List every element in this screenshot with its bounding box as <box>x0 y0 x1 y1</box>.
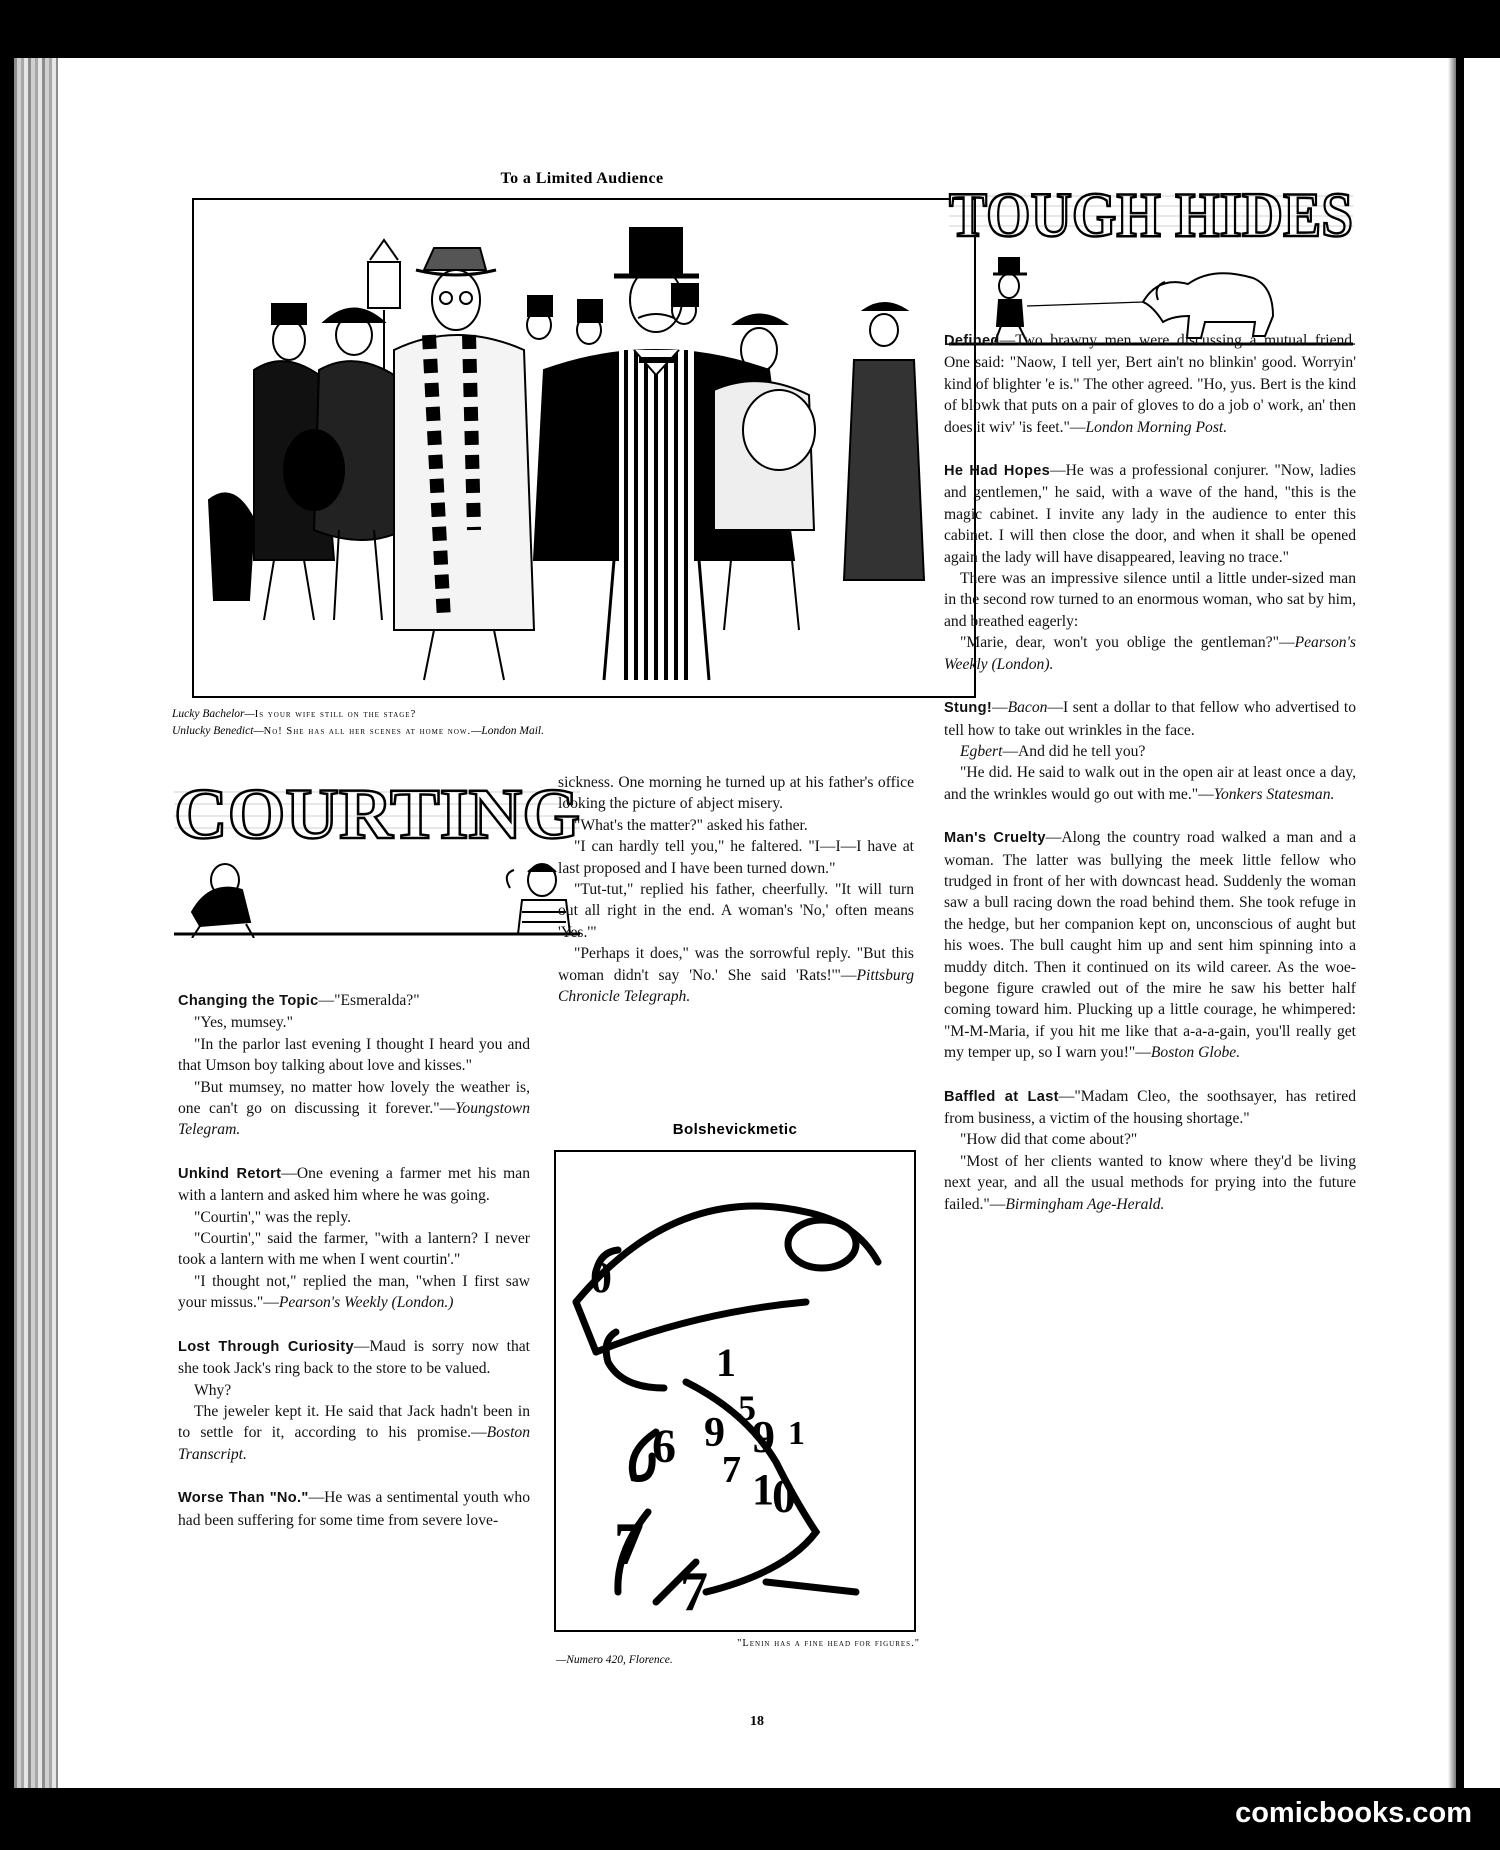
article-title: Lost Through Curiosity <box>178 1338 354 1355</box>
svg-text:7: 7 <box>722 1449 741 1491</box>
speaker: Egbert <box>960 742 1003 760</box>
article-text: "In the parlor last evening I thought I heard you and that Umson boy talking about love and kisses." <box>178 1035 530 1075</box>
courting-title: COURTING <box>174 774 580 854</box>
article-text: I sent a dollar to that fellow who advertised to tell how to take out wrinkles in the face. <box>944 699 1356 739</box>
page-number: 18 <box>750 1714 764 1729</box>
caption-speaker: Lucky Bachelor <box>172 708 245 720</box>
article-source: Birmingham Age-Herald. <box>1005 1195 1165 1213</box>
article-text: "Perhaps it does," was the sorrowful reply. "But this woman didn't say 'No.' She said 'Rats!'" <box>558 945 914 984</box>
article-title: Stung! <box>944 700 992 717</box>
courting-heading <box>170 762 586 938</box>
bolshevik-title: Bolshevickmetic <box>672 1121 798 1138</box>
site-watermark: comicbooks.com <box>1235 1797 1472 1829</box>
article-source: Yonkers Statesman. <box>1213 785 1335 803</box>
svg-text:9: 9 <box>752 1411 775 1462</box>
courting-art <box>170 762 586 938</box>
article-text: "Tut-tut," replied his father, cheerfully. "It will turn out all right in the end. A woman's 'No,' often means 'Yes.'" <box>558 881 914 941</box>
caption-text: No! She has all her scenes at home now. <box>263 726 472 737</box>
article-text: "I can hardly tell you," he faltered. "I—I—I have at last proposed and I have been turned down." <box>558 838 914 877</box>
tough-hides-title: TOUGH HIDES <box>949 179 1353 250</box>
article-title: He Had Hopes <box>944 463 1051 480</box>
svg-text:0: 0 <box>772 1470 796 1523</box>
article-text: The jeweler kept it. He said that Jack hadn't been in to settle for it, according to his promise. <box>178 1402 530 1442</box>
svg-text:7: 7 <box>680 1561 708 1623</box>
top-cartoon-caption: Lucky Bachelor—Is your wife still on the stage? Unlucky Benedict—No! She has all her scenes at home now.—London Mail. <box>172 708 545 737</box>
article-text: He was a sentimental youth who had been suffering for some time from severe love- <box>178 1489 531 1529</box>
facing-page-edge <box>1464 58 1500 1788</box>
svg-text:6: 6 <box>652 1420 676 1473</box>
article-source: Pearson's Weekly (London.) <box>278 1294 454 1312</box>
article-title: Baffled at Last <box>944 1088 1059 1105</box>
caption-text: Is your wife still on the stage? <box>254 709 417 720</box>
article-text: Two brawny men were discussing a mutual friend. One said: "Naow, I tell yer, Bert ain't no blinkin' good. Worryin' kind of blighter 'e is." The other agreed. "Ho, yus. Bert is the kind of blowk that puts on a pair of gloves to do a job o' work, an' then does it wiv' 'is feet." <box>944 332 1356 436</box>
svg-text:0: 0 <box>590 1253 612 1302</box>
article-title: Unkind Retort <box>178 1165 282 1182</box>
article-text: "He did. He said to walk out in the open air at least once a day, and the wrinkles would go out with me." <box>944 764 1356 803</box>
caption-text: "Lenin has a fine head for figures." <box>737 1638 920 1649</box>
svg-text:1: 1 <box>716 1340 736 1385</box>
caption-source: London Mail. <box>481 725 545 737</box>
speaker: Bacon <box>1007 699 1048 717</box>
caption-speaker: Unlucky Benedict <box>172 725 254 737</box>
article-text: "Most of her clients wanted to know where they'd be living next year, and all the usual methods for prying into the future failed." <box>944 1152 1356 1213</box>
article-text: "Marie, dear, won't you oblige the gentleman?" <box>960 634 1280 652</box>
article-text: "But mumsey, no matter how lovely the weather is, one can't go on discussing it forever." <box>178 1078 530 1118</box>
column-3: Defined—Two brawny men were discussing a mutual friend. One said: "Naow, I tell yer, Bert ain't no blinkin' good. Worryin' kind of blighter 'e is." The other agreed. "Ho, yus. Bert is the kind of blowk that puts on a pair of gloves to do a job o' work, an' then does it wiv' 'is feet."—London Morning Post. He Had Hopes—He was a professional conjurer. "Now, ladies and gentlemen," he said, with a wave of the hand, "this is the magic cabinet. I invite any lady in the audience to enter this cabinet. I will then close the door, and when it shall be opened again the lady will have disappeared, leaving no trace." There was an impressive silence until a little under-sized man in the second row turned to an enormous woman, who sat by him, and breathed eagerly: "Marie, dear, won't you oblige the gentleman?"—Pearson's Weekly (London). Stung!—Bacon—I sent a dollar to that fellow who advertised to tell how to take out wrinkles in the face. Egbert—And did he tell you? "He did. He said to walk out in the open air at least once a day, and the wrinkles would go out with me."—Yonkers Statesman. Man's Cruelty—Along the country road walked a man and a woman. The latter was bullying the meek little fellow who trudged in front of her with downcast head. Suddenly the woman saw a bull racing down the road behind them. She took refuge in the hedge, but her companion kept on, unconscious of aught but his woes. The bull caught him up and sent him spinning into a muddy ditch. Then it continued on its wild career. As the woe-begone figure crawled out of the mire he saw his better half coming toward him. Plucking up a little courage, he whimpered: "M-M-Maria, if you hit me like that a-a-a-gain, you'll really get my temper up, so I warn you!"—Boston Globe. Baffled at Last—"Madam Cleo, the soothsayer, has retired from business, a victim of the housing shortage." "How did that come about?" "Most of her clients wanted to know where they'd be living next year, and all the usual methods for prying into the future failed."—Birmingham Age-Herald. <box>944 332 1356 1213</box>
bolshevik-illustration <box>554 1150 916 1632</box>
caption-source: Numero 420, Florence. <box>566 1654 673 1666</box>
article-text: "What's the matter?" asked his father. <box>574 816 808 834</box>
column-2: sickness. One morning he turned up at his father's office looking the picture of abject misery. "What's the matter?" asked his father. "I can hardly tell you," he faltered. "I—I—I have at last proposed and I have been turned down." "Tut-tut," replied his father, cheerfully. "It will turn out all right in the end. A woman's 'No,' often means 'Yes.'" "Perhaps it does," was the sorrowful reply. "But this woman didn't say 'No.' She said 'Rats!'"—Pittsburg Chronicle Telegraph. <box>558 774 914 1006</box>
article-title: Man's Cruelty <box>944 830 1046 847</box>
tough-hides-art <box>943 166 1359 348</box>
spine-shadow <box>1448 58 1456 1788</box>
article-source: Boston Globe. <box>1150 1044 1241 1062</box>
top-cartoon-illustration <box>192 198 976 698</box>
article-title: Worse Than "No." <box>178 1490 309 1507</box>
article-source: Youngstown Telegram. <box>178 1100 530 1139</box>
article-text: "Esmeralda?" <box>334 992 420 1009</box>
article-text: "Courtin'," was the reply. <box>194 1208 352 1226</box>
article-text: Why? <box>194 1381 232 1399</box>
top-cartoon-title: To a Limited Audience <box>500 170 664 187</box>
street-crowd-drawing <box>194 200 974 696</box>
article-source: London Morning Post. <box>1085 418 1228 436</box>
svg-text:1: 1 <box>788 1415 805 1452</box>
article-text: sickness. One morning he turned up at his father's office looking the picture of abject misery. <box>558 774 914 813</box>
bolshevik-caption: "Lenin has a fine head for figures." —Numero 420, Florence. <box>548 1636 920 1668</box>
article-source: Pittsburg Chronicle Telegraph. <box>558 966 914 1006</box>
magazine-page <box>58 58 1456 1788</box>
article-text: "How did that come about?" <box>960 1131 1138 1149</box>
article-source: Pearson's Weekly (London). <box>944 634 1356 673</box>
article-title: Changing the Topic <box>178 993 319 1009</box>
article-text: Maud is sorry now that she took Jack's ring back to the store to be valued. <box>178 1337 530 1378</box>
article-text: "I thought not," replied the man, "when I first saw your missus." <box>178 1272 530 1312</box>
article-text: There was an impressive silence until a little under-sized man in the second row turned to an enormous woman, who sat by him, and breathed eagerly: <box>944 570 1356 630</box>
article-text: "Courtin'," said the farmer, "with a lantern? I never took a lantern with me when I went courtin'." <box>178 1230 530 1269</box>
article-text: He was a professional conjurer. "Now, ladies and gentlemen," he said, with a wave of the hand, "this is the magic cabinet. I invite any lady in the audience to enter this cabinet. I will then close the door, and when it shall be opened again the lady will have disappeared, leaving no trace." <box>944 462 1356 566</box>
column-1: Changing the Topic—"Esmeralda?" "Yes, mumsey." "In the parlor last evening I thought I heard you and that Umson boy talking about love and kisses." "But mumsey, no matter how lovely the weather is, one can't go on discussing it forever."—Youngstown Telegram. Unkind Retort—One evening a farmer met his man with a lantern and asked him where he was going. "Courtin'," was the reply. "Courtin'," said the farmer, "with a lantern? I never took a lantern with me when I went courtin'." "I thought not," replied the man, "when I first saw your missus."—Pearson's Weekly (London.) Lost Through Curiosity—Maud is sorry now that she took Jack's ring back to the store to be valued. Why? The jeweler kept it. He said that Jack hadn't been in to settle for it, according to his promise.—Boston Transcript. Worse Than "No."—He was a sentimental youth who had been suffering for some time from severe love- <box>178 992 531 1529</box>
article-title: Defined <box>944 333 1000 349</box>
article-text: "Yes, mumsey." <box>194 1014 293 1032</box>
article-text: One evening a farmer met his man with a lantern and asked him where he was going. <box>178 1164 530 1205</box>
tough-hides-heading <box>943 166 1359 348</box>
svg-text:9: 9 <box>704 1410 725 1456</box>
article-text: "Madam Cleo, the soothsayer, has retired from business, a victim of the housing shortage." <box>944 1087 1356 1127</box>
svg-text:5: 5 <box>738 1388 756 1428</box>
article-text: And did he tell you? <box>1018 742 1146 760</box>
article-text: Along the country road walked a man and a woman. The latter was bullying the meek little fellow who trudged in front of her with downcast head. Suddenly the woman saw a bull racing down the road behind them. She took refuge in the hedge, but her companion kept on, unconscious of aught but his woes. The bull caught him up and sent him spinning into a muddy ditch. Then it continued on its wild career. As the woe-begone figure crawled out of the mire he saw his better half coming toward him. Plucking up a little courage, he whimpered: "M-M-Maria, if you hit me like that a-a-a-gain, you'll really get my temper up, so I warn you!" <box>944 829 1356 1062</box>
article-source: Boston Transcript. <box>178 1424 530 1463</box>
svg-text:1: 1 <box>752 1465 774 1514</box>
book-binding-edge <box>14 58 58 1788</box>
number-face-drawing <box>556 1152 914 1630</box>
svg-text:7: 7 <box>614 1511 644 1577</box>
